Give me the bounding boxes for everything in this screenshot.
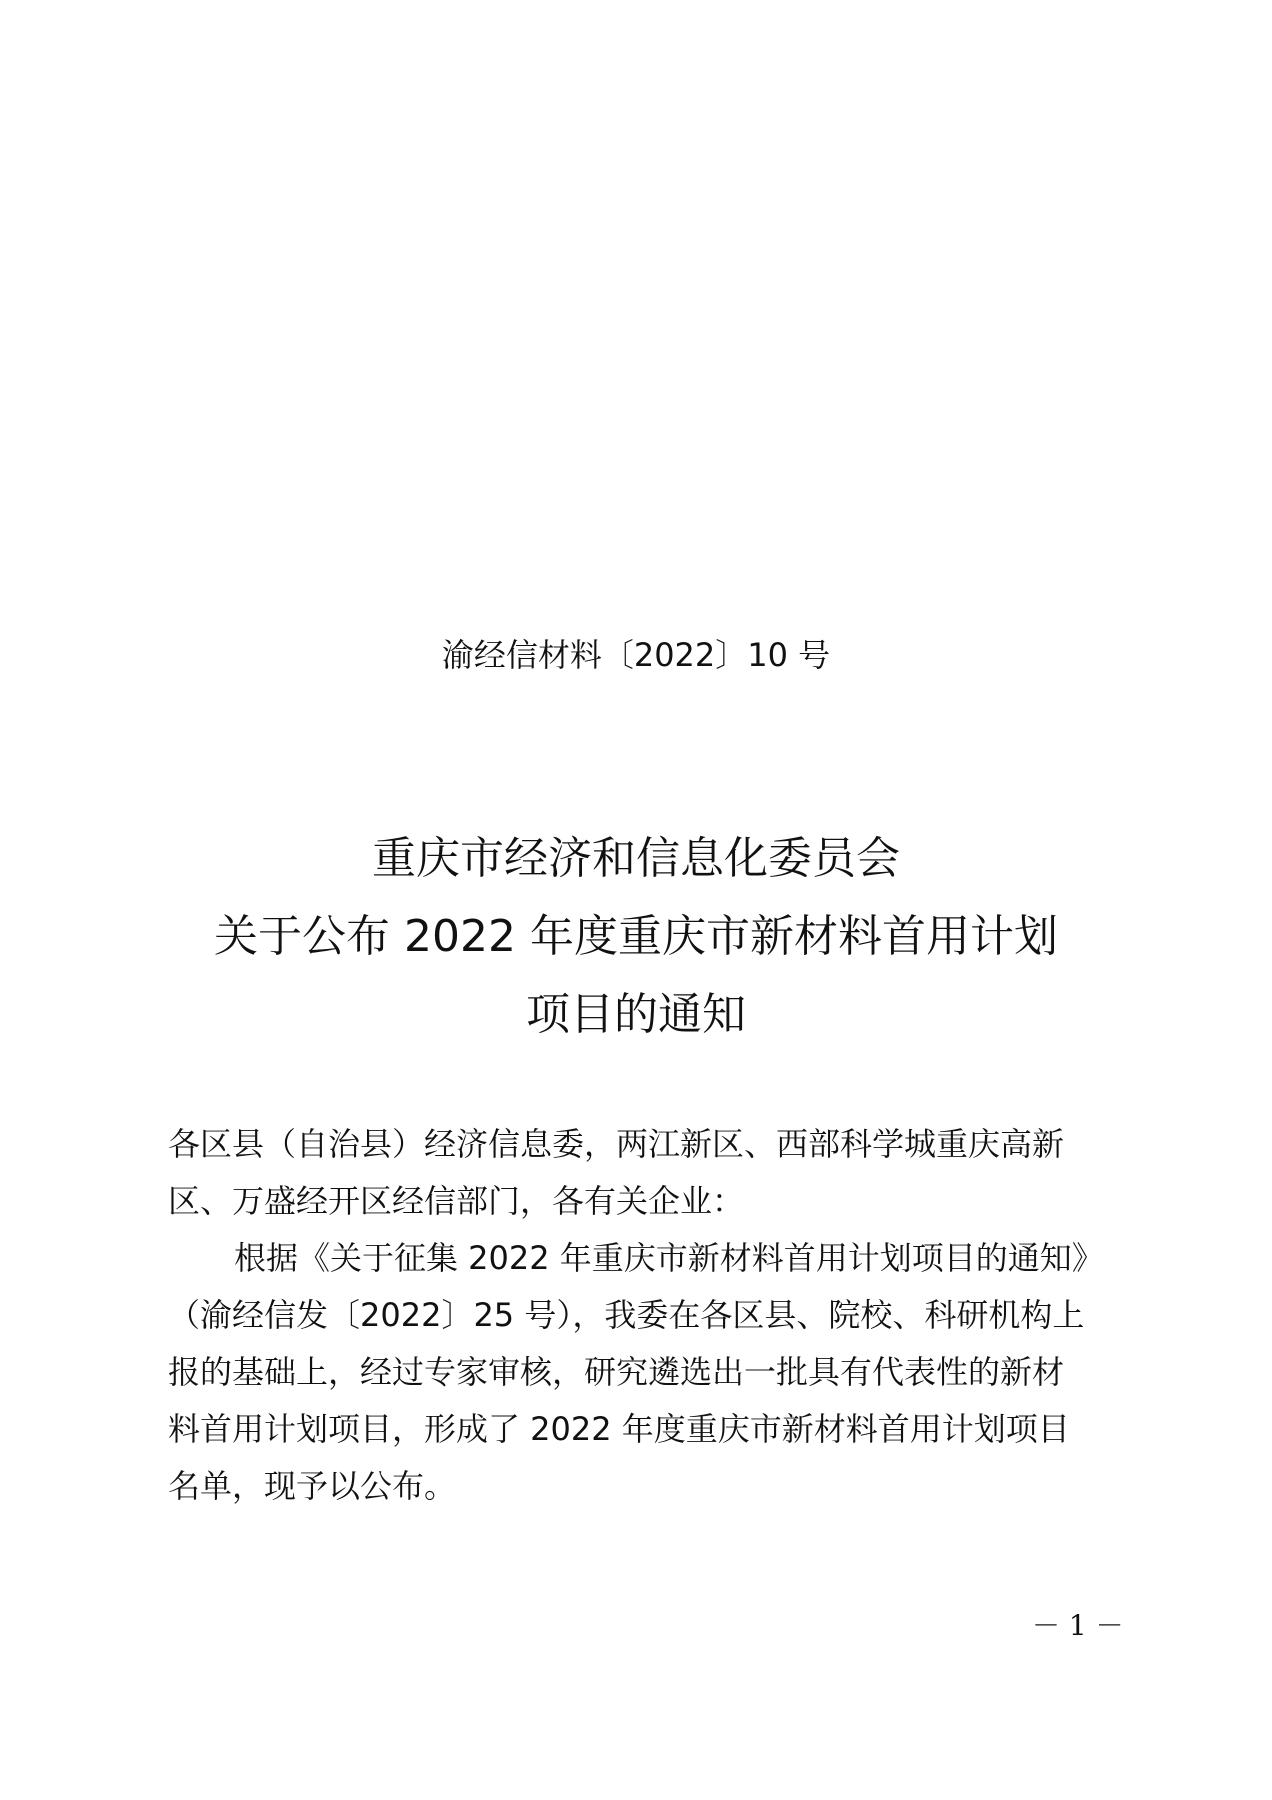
addressee-line-2: 区、万盛经开区经信部门，各有关企业：: [168, 1182, 745, 1220]
paragraph-line-1: 根据《关于征集 2022 年重庆市新材料首用计划项目的通知》: [234, 1239, 1104, 1277]
document-title: [0, 820, 1272, 1054]
paragraph-line-2: （渝经信发〔2022〕25 号），我委在各区县、院校、科研机构上: [168, 1296, 1085, 1334]
page-number: － 1 －: [1032, 1609, 1124, 1642]
document-number: 渝经信材料〔2022〕10 号: [441, 636, 831, 674]
title-line-2: 关于公布 2022 年度重庆市新材料首用计划: [214, 911, 1058, 962]
document-body: [168, 1116, 1114, 1515]
paragraph-line-4: 料首用计划项目，形成了 2022 年度重庆市新材料首用计划项目: [168, 1410, 1070, 1448]
addressee-line-1: 各区县（自治县）经济信息委，两江新区、西部科学城重庆高新: [168, 1125, 1065, 1163]
title-line-1: 重庆市经济和信息化委员会: [372, 833, 900, 884]
title-line-3: 项目的通知: [526, 989, 746, 1040]
paragraph-line-5: 名单，现予以公布。: [168, 1467, 457, 1505]
paragraph-line-3: 报的基础上，经过专家审核，研究遴选出一批具有代表性的新材: [168, 1353, 1065, 1391]
